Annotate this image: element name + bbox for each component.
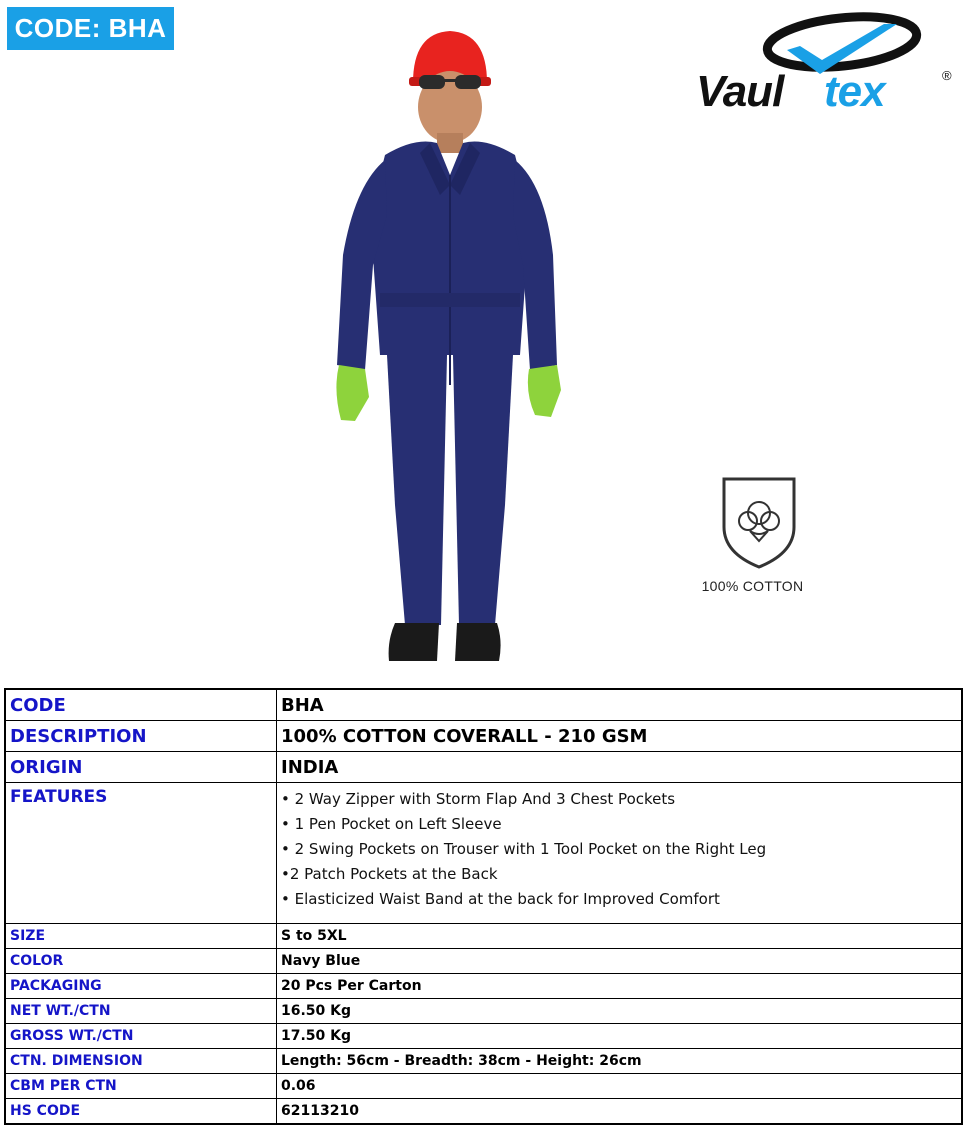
row-value: 0.06: [277, 1074, 963, 1099]
cotton-label: 100% COTTON: [701, 578, 804, 594]
row-value: 62113210: [277, 1099, 963, 1125]
row-value: Length: 56cm - Breadth: 38cm - Height: 26cm: [277, 1049, 963, 1074]
row-label: COLOR: [5, 949, 277, 974]
row-label: DESCRIPTION: [5, 721, 277, 752]
vaultex-logo: [692, 10, 960, 114]
row-label: FEATURES: [5, 783, 277, 924]
features-list: [277, 783, 963, 924]
product-photo-coverall: [325, 25, 565, 670]
svg-text:Vaul: Vaul: [696, 67, 784, 114]
row-value: INDIA: [277, 752, 963, 783]
table-row: [5, 721, 962, 752]
table-row: [5, 689, 962, 721]
spec-table: [4, 688, 963, 1125]
row-value: 17.50 Kg: [277, 1024, 963, 1049]
table-row: [5, 974, 962, 999]
table-row: [5, 1024, 962, 1049]
table-row: [5, 1049, 962, 1074]
svg-text:tex: tex: [824, 67, 885, 114]
row-label: CBM PER CTN: [5, 1074, 277, 1099]
row-label: NET WT./CTN: [5, 999, 277, 1024]
table-row: [5, 999, 962, 1024]
row-label: CODE: [5, 689, 277, 721]
row-label: HS CODE: [5, 1099, 277, 1125]
row-label: PACKAGING: [5, 974, 277, 999]
table-row: [5, 1099, 962, 1125]
row-label: GROSS WT./CTN: [5, 1024, 277, 1049]
row-value: 100% COTTON COVERALL - 210 GSM: [277, 721, 963, 752]
table-row: [5, 752, 962, 783]
feature-item: • 2 Swing Pockets on Trouser with 1 Tool Pocket on the Right Leg: [281, 840, 767, 858]
row-value: 16.50 Kg: [277, 999, 963, 1024]
table-row: [5, 949, 962, 974]
row-label: ORIGIN: [5, 752, 277, 783]
row-value: Navy Blue: [277, 949, 963, 974]
feature-item: • 2 Way Zipper with Storm Flap And 3 Chest Pockets: [281, 790, 676, 808]
registered-mark: ®: [942, 68, 952, 83]
row-label: SIZE: [5, 924, 277, 949]
code-badge: CODE: BHA: [7, 7, 174, 50]
row-value: BHA: [277, 689, 963, 721]
table-row: [5, 783, 962, 924]
feature-item: • Elasticized Waist Band at the back for Improved Comfort: [281, 890, 720, 908]
table-row: [5, 924, 962, 949]
table-row: [5, 1074, 962, 1099]
row-value: 20 Pcs Per Carton: [277, 974, 963, 999]
row-label: CTN. DIMENSION: [5, 1049, 277, 1074]
feature-item: • 1 Pen Pocket on Left Sleeve: [281, 815, 502, 833]
feature-item: •2 Patch Pockets at the Back: [281, 865, 498, 883]
row-value: S to 5XL: [277, 924, 963, 949]
